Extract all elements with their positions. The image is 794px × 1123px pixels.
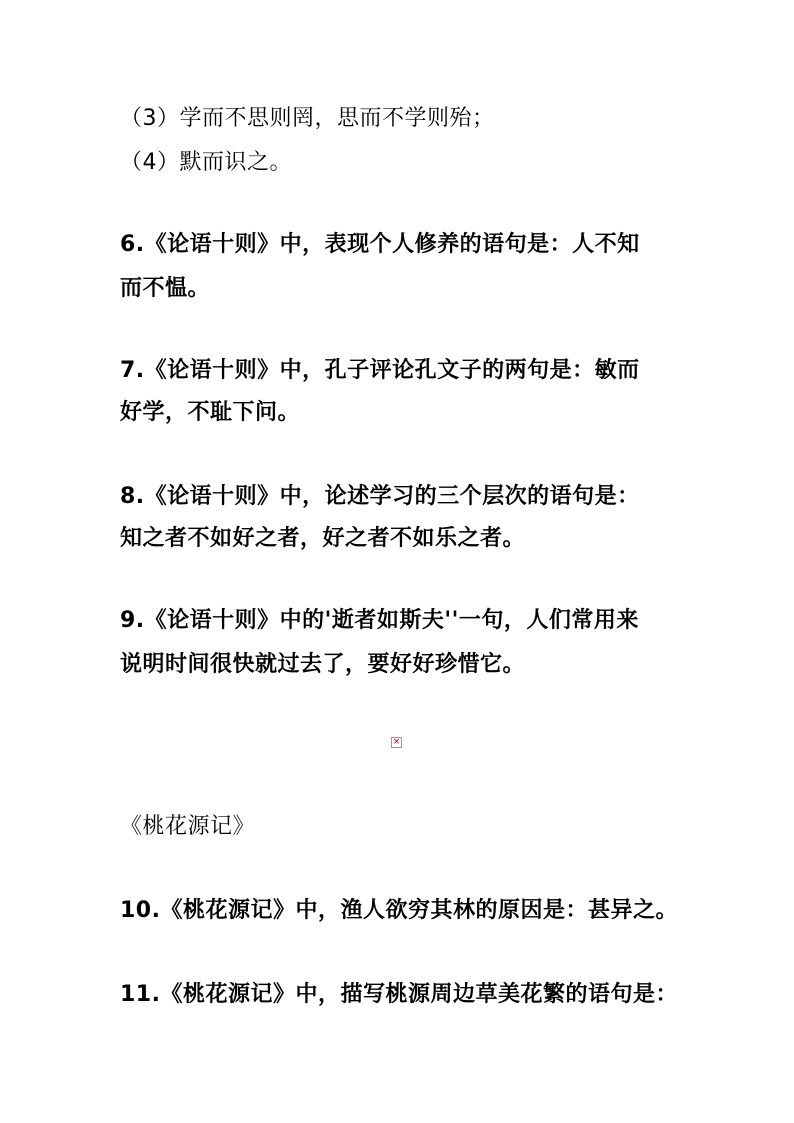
question-6-line-1: 6.《论语十则》中，表现个人修养的语句是：人不知 xyxy=(120,232,640,257)
question-7-line-2: 好学，不耻下问。 xyxy=(120,400,301,425)
question-10: 10.《桃花源记》中，渔人欲穷其林的原因是：甚异之。 xyxy=(120,898,678,923)
question-7-line-1: 7.《论语十则》中，孔子评论孔文子的两句是：敏而 xyxy=(120,358,640,383)
question-11: 11.《桃花源记》中，描写桃源周边草美花繁的语句是： xyxy=(120,982,678,1007)
section-title: 《桃花源记》 xyxy=(120,814,256,839)
question-8-line-2: 知之者不如好之者，好之者不如乐之者。 xyxy=(120,526,526,551)
question-6-line-2: 而不愠。 xyxy=(120,276,211,301)
text-line-3: （3）学而不思则罔，思而不学则殆； xyxy=(120,106,495,131)
question-8-line-1: 8.《论语十则》中，论述学习的三个层次的语句是： xyxy=(120,484,640,509)
question-9-line-1: 9.《论语十则》中的'逝者如斯夫''一句，人们常用来 xyxy=(120,608,639,633)
question-9-line-2: 说明时间很快就过去了，要好好珍惜它。 xyxy=(120,652,526,677)
text-line-4: （4）默而识之。 xyxy=(120,150,292,175)
broken-image-icon: × xyxy=(392,737,401,747)
